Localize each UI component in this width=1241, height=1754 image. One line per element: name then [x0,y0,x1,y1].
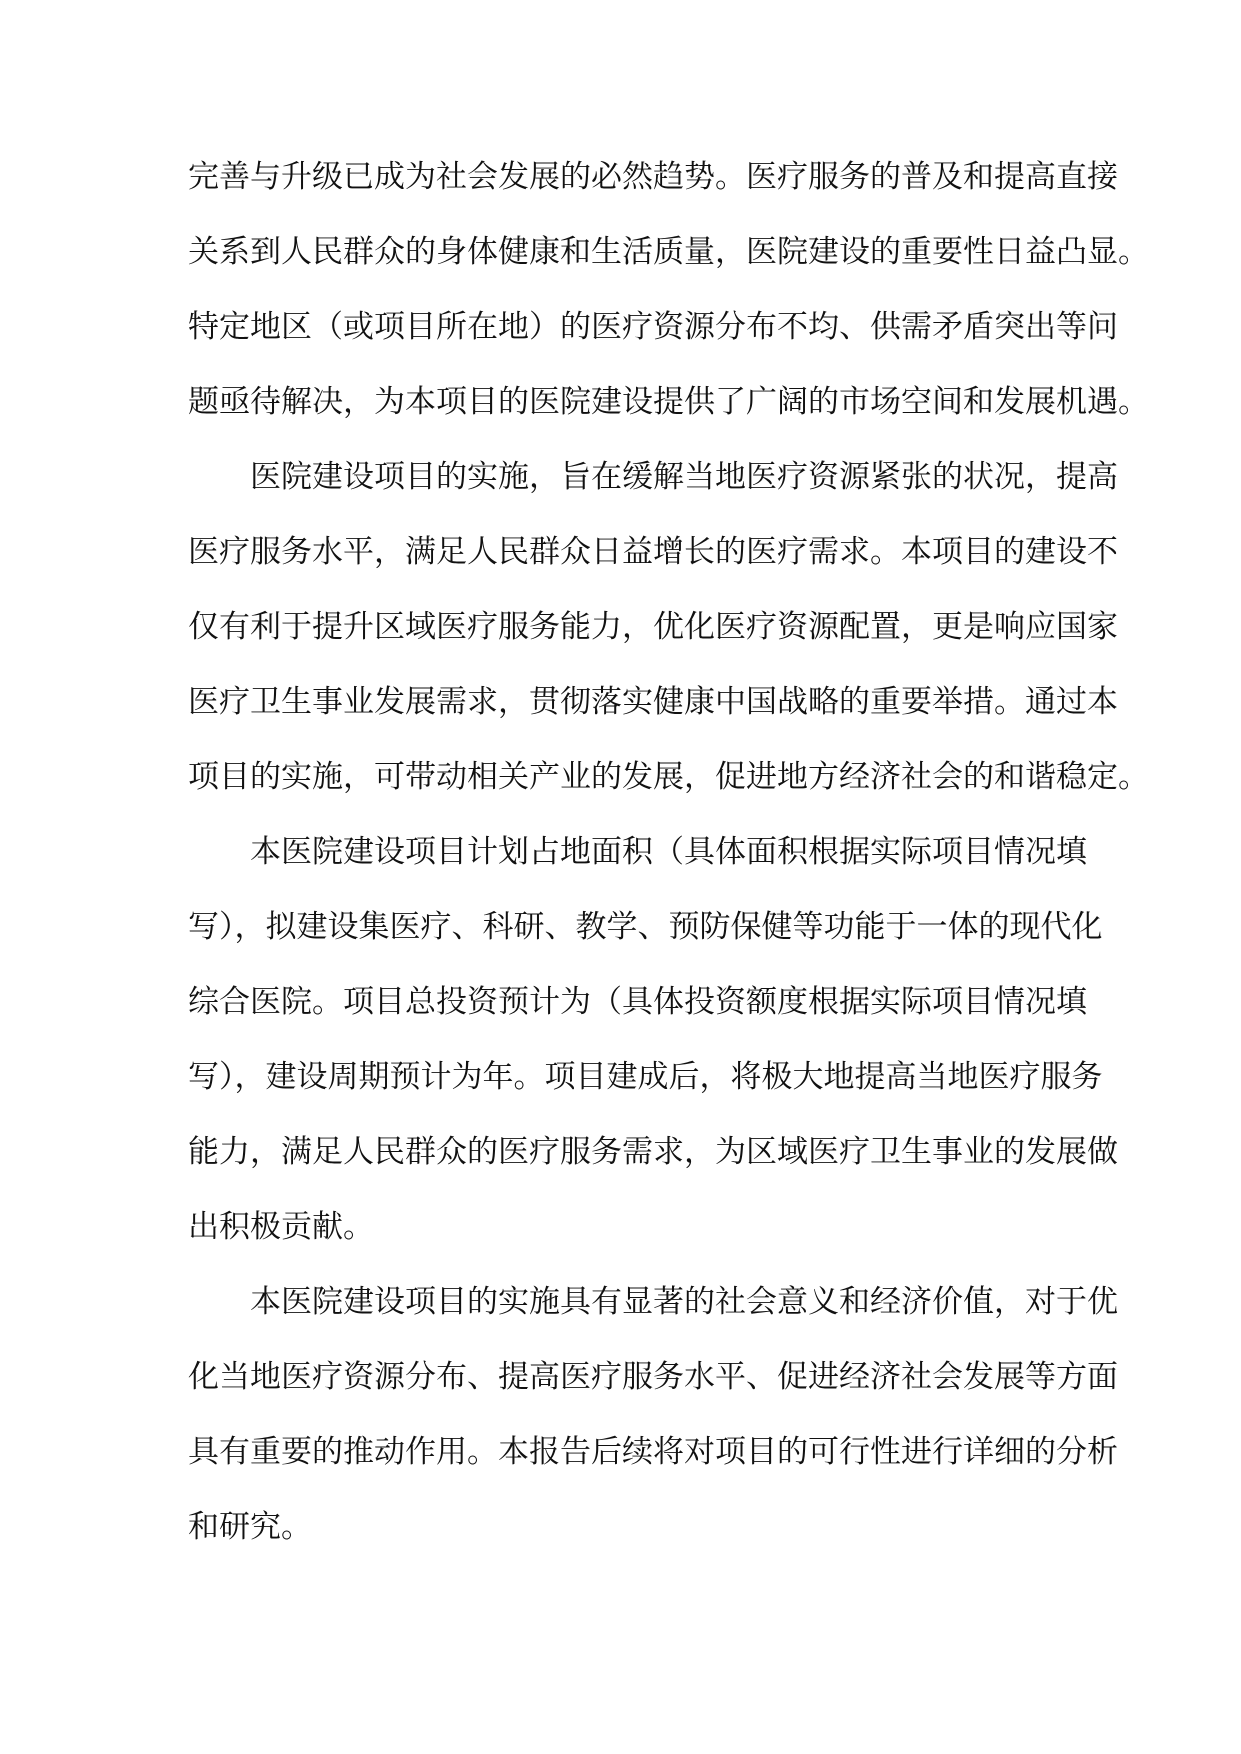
body-text [188,140,1149,1565]
paragraph-1 [188,140,1149,440]
paragraph-4 [188,1265,1118,1565]
text-line: 完善与升级已成为社会发展的必然趋势。医疗服务的普及和提高直接 [188,159,1118,195]
text-line: 项目的实施，可带动相关产业的发展，促进地方经济社会的和谐稳定。 [188,759,1149,795]
text-line: 关系到人民群众的身体健康和生活质量，医院建设的重要性日益凸显。 [188,234,1149,270]
text-line: 出积极贡献。 [188,1209,374,1245]
text-line: 特定地区（或项目所在地）的医疗资源分布不均、供需矛盾突出等问 [188,309,1118,345]
text-line: 写），建设周期预计为年。项目建成后，将极大地提高当地医疗服务 [188,1059,1103,1095]
text-line: 仅有利于提升区域医疗服务能力，优化医疗资源配置，更是响应国家 [188,609,1118,645]
text-line: 医疗服务水平，满足人民群众日益增长的医疗需求。本项目的建设不 [188,534,1118,570]
text-line: 具有重要的推动作用。本报告后续将对项目的可行性进行详细的分析 [188,1434,1118,1470]
text-line: 本医院建设项目的实施具有显著的社会意义和经济价值，对于优 [188,1284,1118,1320]
text-line: 能力，满足人民群众的医疗服务需求，为区域医疗卫生事业的发展做 [188,1134,1118,1170]
paragraph-2 [188,440,1149,815]
text-line: 和研究。 [188,1509,312,1545]
text-line: 写），拟建设集医疗、科研、教学、预防保健等功能于一体的现代化 [188,909,1103,945]
paragraph-3 [188,815,1118,1265]
text-line: 题亟待解决，为本项目的医院建设提供了广阔的市场空间和发展机遇。 [188,384,1149,420]
text-line: 本医院建设项目计划占地面积（具体面积根据实际项目情况填 [188,834,1087,870]
text-line: 医疗卫生事业发展需求，贯彻落实健康中国战略的重要举措。通过本 [188,684,1118,720]
text-line: 综合医院。项目总投资预计为（具体投资额度根据实际项目情况填 [188,984,1087,1020]
text-line: 医院建设项目的实施，旨在缓解当地医疗资源紧张的状况，提高 [188,459,1118,495]
text-line: 化当地医疗资源分布、提高医疗服务水平、促进经济社会发展等方面 [188,1359,1118,1395]
